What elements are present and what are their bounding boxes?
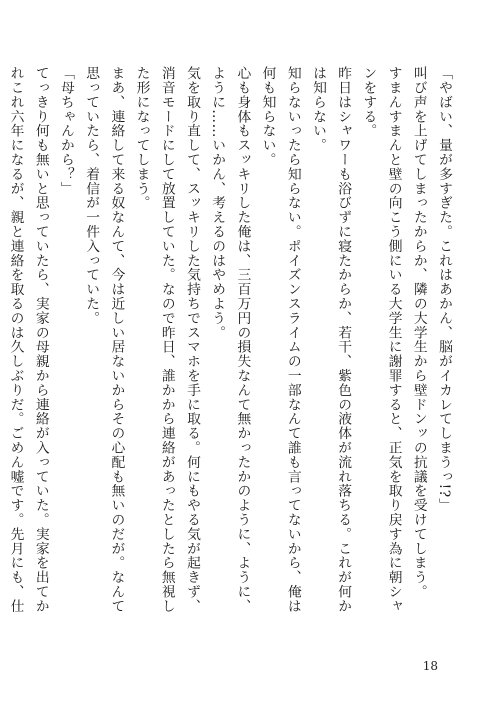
paragraph: まあ、連絡して来る奴なんて、今は近しい居ないからその心配も無いのだが。なんて思っていたら、着信が一件入っていた。 [83,66,125,614]
paragraph: 昨日はシャワーも浴びずに寝たからか、若干、紫色の液体が流れ落ちる。これが何かは知らない。 [309,66,352,614]
vertical-text-body [7,66,456,626]
paragraph: 「母ちゃんから？」 [57,66,74,196]
page-number: 18 [422,659,438,673]
paragraph: てっきり何も無いと思っていたら、実家の母親から連絡が入っていた。実家を出てかれこれ六年になるが、親と連絡を取るのは久しぶりだ。ごめん嘘です。先月にも、仕 [7,66,49,614]
paragraph: 「やばい、量が多すぎた。これはあかん、脳がイカレてしまうっ!?」 [436,66,452,513]
paragraph: 叫び声を上げてしまったからか、隣の大学生から壁ドンッの抗議を受けてしまう。 [410,66,427,599]
paragraph: 気を取り直して、スッキリした気持ちでスマホを手に取る。何にもやる気が起きず、消音モードにして放置していた。なので昨日、誰かから連絡があったとしたら無視した形になってしまう。 [133,66,200,614]
paragraph: すまんすまんと壁の向こう側にいる大学生に謝罪すると、正気を取り戻す為に朝シャンをする。 [360,66,402,614]
paragraph: 知らないったら知らない。ポイズンスライムの一部なんて誰も言ってないから、俺は何も知らない。 [259,66,301,614]
paragraph: 心も身体もスッキリした俺は、三百万円の損失なんて無かったかのように、ように、ように……いかん、考えるのはやめよう。 [209,66,251,614]
